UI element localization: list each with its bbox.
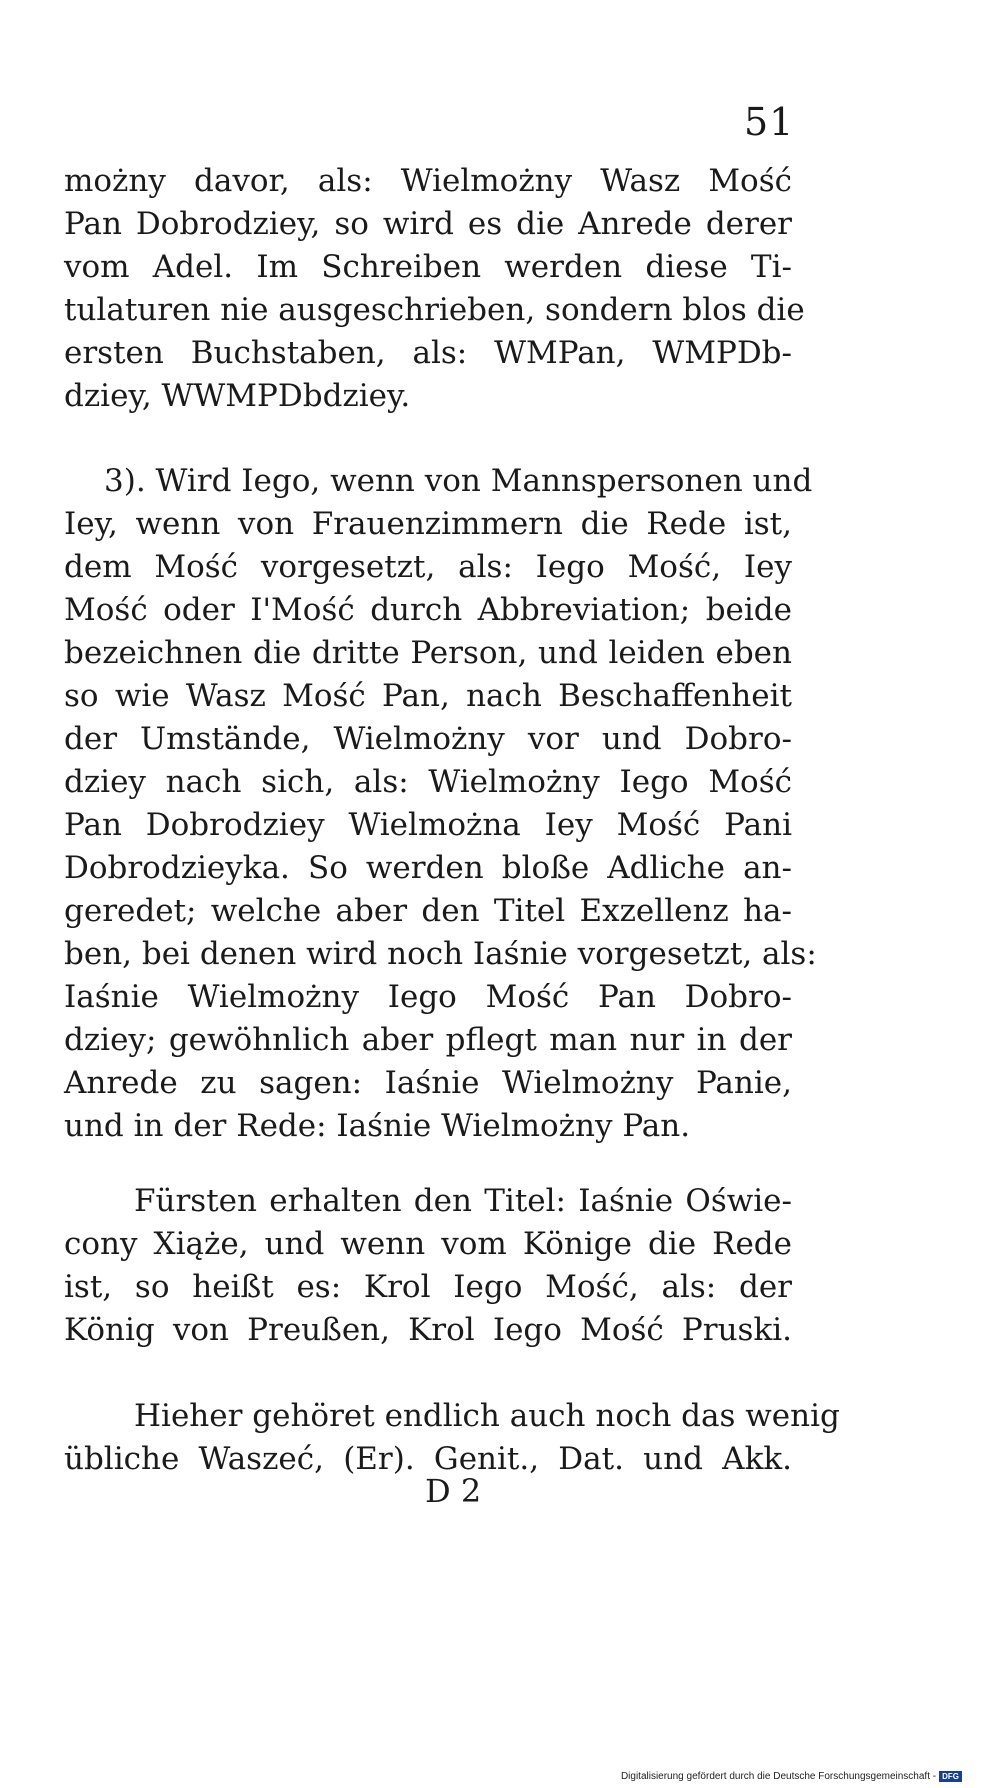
text-line: Pan Dobrodziey, so wird es die Anrede derer [64,206,792,242]
text-line: der Umstände, Wielmożny vor und Dobro- [64,721,792,757]
text-line: dziey, WWMPDbdziey. [64,378,411,414]
signature-mark: D 2 [425,1472,482,1510]
text-line: vom Adel. Im Schreiben werden diese Ti- [64,249,792,285]
text-line: tulaturen nie ausgeschrieben, sondern blos die [64,292,805,328]
text-line: dem Mość vorgesetzt, als: Iego Mość, Iey [64,549,792,585]
text-line: dziey; gewöhnlich aber pflegt man nur in der [64,1022,792,1058]
text-line: dziey nach sich, als: Wielmożny Iego Mość [64,764,792,800]
paragraph-4 [64,1395,840,1481]
text-line: ersten Buchstaben, als: WMPan, WMPDb- [64,335,792,371]
text-line: ist, so heißt es: Krol Iego Mość, als: der [64,1269,792,1305]
dfg-logo-icon: DFG [939,1771,962,1782]
text-line: und in der Rede: Iaśnie Wielmożny Pan. [64,1108,691,1144]
text-line: König von Preußen, Krol Iego Mość Pruski. [64,1312,792,1348]
text-line: geredet; welche aber den Titel Exzellenz ha- [64,893,792,929]
text-line: 3). Wird Iego, wenn von Mannspersonen und [104,463,813,499]
page-number: 51 [744,100,795,144]
text-line: übliche Waszeć, (Er). Genit., Dat. und Akk. [64,1441,792,1477]
text-line: Pan Dobrodziey Wielmożna Iey Mość Pani [64,807,792,843]
text-line: Dobrodzieyka. So werden bloße Adliche an- [64,850,792,886]
paragraph-1 [64,160,805,418]
text-line: so wie Wasz Mość Pan, nach Beschaffenheit [64,678,792,714]
text-line: Iaśnie Wielmożny Iego Mość Pan Dobro- [64,979,792,1015]
text-line: Iey, wenn von Frauenzimmern die Rede ist, [64,506,792,542]
credit-text: Digitalisierung gefördert durch die Deutsche Forschungsgemeinschaft - [620,1771,937,1782]
text-line: Mość oder I'Mość durch Abbreviation; beide [64,592,792,628]
text-line: cony Xiąże, und wenn vom Könige die Rede [64,1226,792,1262]
text-line: Fürsten erhalten den Titel: Iaśnie Oświe- [134,1183,792,1219]
text-line: Hieher gehöret endlich auch noch das wenig [134,1398,840,1434]
text-line: możny davor, als: Wielmożny Wasz Mość [64,163,792,199]
paragraph-3 [64,1180,792,1352]
text-line: bezeichnen die dritte Person, und leiden eben [64,635,792,671]
digitization-credit [621,1771,962,1782]
text-line: ben, bei denen wird noch Iaśnie vorgesetzt, als: [64,936,817,972]
paragraph-2 [64,460,817,1148]
text-line: Anrede zu sagen: Iaśnie Wielmożny Panie, [64,1065,792,1101]
